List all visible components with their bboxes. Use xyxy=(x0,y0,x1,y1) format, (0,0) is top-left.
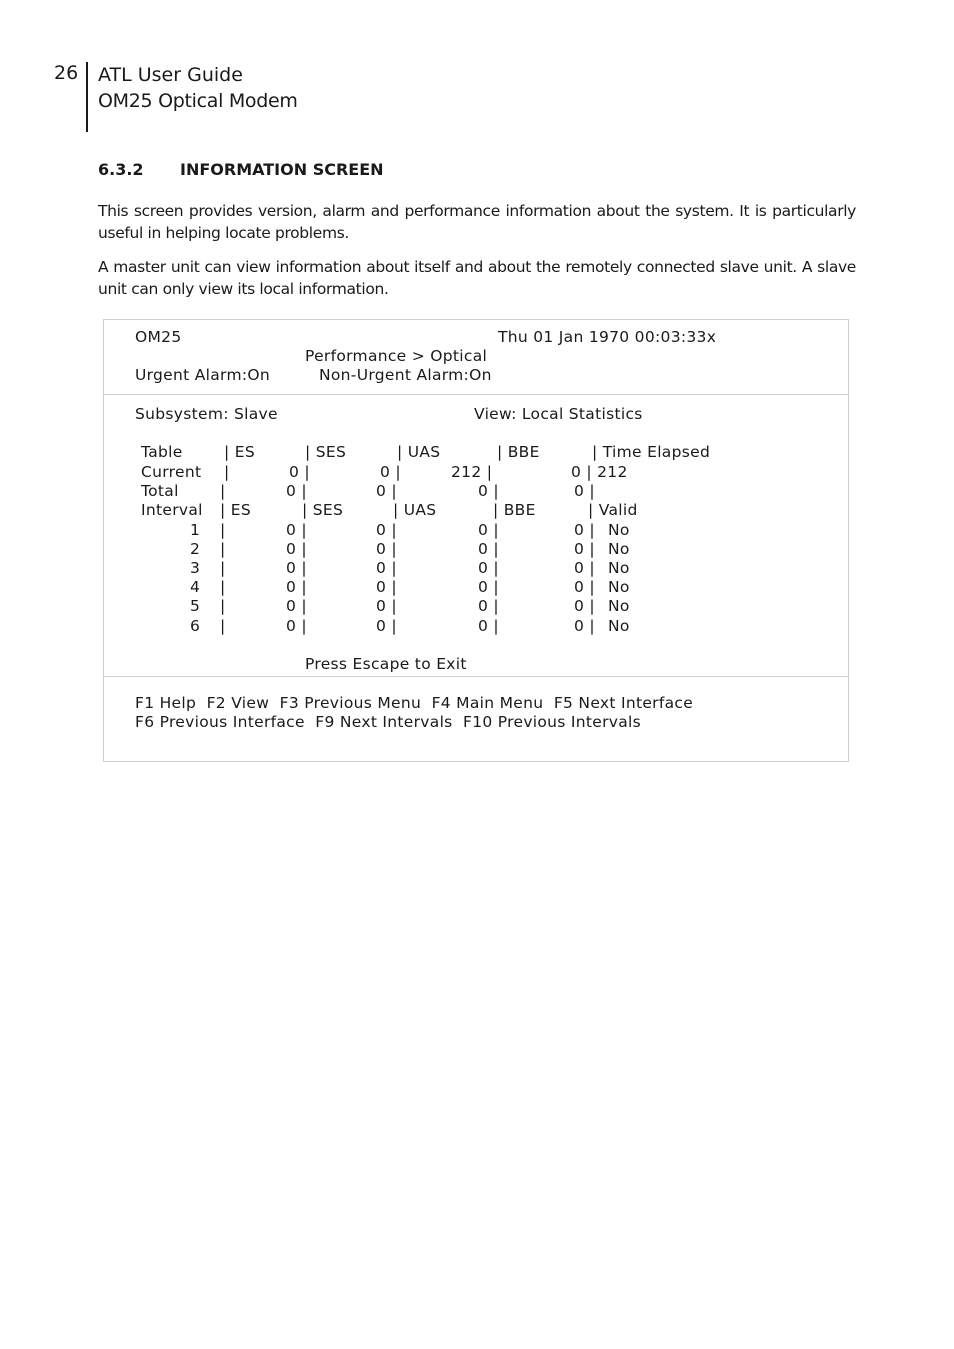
cell: 0 | xyxy=(289,463,310,481)
cell: | xyxy=(224,463,230,481)
col-bbe: | BBE xyxy=(497,443,540,461)
page-number: 26 xyxy=(54,62,79,84)
col-time-elapsed: | Time Elapsed xyxy=(592,443,711,461)
col-es: | ES xyxy=(220,501,251,519)
cell: 0 | xyxy=(376,559,397,577)
cell: 0 | xyxy=(478,578,499,596)
col-table: Table xyxy=(141,443,183,461)
cell: 0 | xyxy=(376,482,397,500)
cell: 0 | 212 xyxy=(571,463,628,481)
guide-title: ATL User Guide xyxy=(98,64,243,86)
cell: 0 | xyxy=(478,540,499,558)
cell: | xyxy=(220,617,226,635)
urgent-alarm: Urgent Alarm:On xyxy=(135,366,271,384)
cell: 0 | xyxy=(478,559,499,577)
cell: 0 | xyxy=(380,463,401,481)
cell: 0 | xyxy=(574,617,595,635)
row-label: Total xyxy=(141,482,179,500)
cell: 2 xyxy=(190,540,201,558)
menu-path: Performance > Optical xyxy=(305,347,488,365)
cell: 0 | xyxy=(286,559,307,577)
function-keys-line-1: F1 Help F2 View F3 Previous Menu F4 Main Menu F5 Next Interface xyxy=(135,694,694,712)
cell: 0 | xyxy=(478,617,499,635)
paragraph: This screen provides version, alarm and performance information about the system. It is particularly useful in helping locate problems. xyxy=(98,202,856,242)
nonurgent-alarm: Non-Urgent Alarm:On xyxy=(319,366,492,384)
cell: 0 | xyxy=(478,482,499,500)
subsystem: Subsystem: Slave xyxy=(135,405,278,423)
terminal-screen xyxy=(103,319,849,762)
cell: 0 | xyxy=(286,617,307,635)
header-divider xyxy=(86,62,88,132)
cell: | xyxy=(220,540,226,558)
cell: 0 | xyxy=(574,482,595,500)
cell: 0 | xyxy=(574,578,595,596)
col-es: | ES xyxy=(224,443,255,461)
divider xyxy=(104,676,848,677)
cell: 4 xyxy=(190,578,201,596)
cell: 0 | xyxy=(478,521,499,539)
exit-prompt: Press Escape to Exit xyxy=(305,655,467,673)
cell: 0 | xyxy=(574,597,595,615)
section-number: 6.3.2 xyxy=(98,160,144,179)
device-name: OM25 xyxy=(135,328,182,346)
cell: | xyxy=(220,482,226,500)
cell: 0 | xyxy=(286,482,307,500)
cell: 0 | xyxy=(286,540,307,558)
cell: No xyxy=(608,540,630,558)
cell: 0 | xyxy=(478,597,499,615)
cell: 0 | xyxy=(574,540,595,558)
cell: 0 | xyxy=(286,521,307,539)
cell: 212 | xyxy=(451,463,493,481)
cell: 6 xyxy=(190,617,201,635)
cell: | xyxy=(220,597,226,615)
cell: 5 xyxy=(190,597,201,615)
cell: 0 | xyxy=(376,578,397,596)
col-uas: | UAS xyxy=(393,501,437,519)
cell: | xyxy=(220,559,226,577)
view-mode: View: Local Statistics xyxy=(474,405,643,423)
cell: 0 | xyxy=(376,540,397,558)
product-title: OM25 Optical Modem xyxy=(98,90,298,112)
cell: No xyxy=(608,578,630,596)
col-interval: Interval xyxy=(141,501,203,519)
col-ses: | SES xyxy=(305,443,347,461)
section-title: INFORMATION SCREEN xyxy=(180,160,384,179)
section-heading xyxy=(98,160,384,179)
function-keys-line-2: F6 Previous Interface F9 Next Intervals F10 Previous Intervals xyxy=(135,713,642,731)
cell: 0 | xyxy=(574,521,595,539)
cell: No xyxy=(608,617,630,635)
col-bbe: | BBE xyxy=(493,501,536,519)
row-label: Current xyxy=(141,463,202,481)
datetime: Thu 01 Jan 1970 00:03:33x xyxy=(498,328,717,346)
cell: 3 xyxy=(190,559,201,577)
cell: | xyxy=(220,521,226,539)
cell: No xyxy=(608,597,630,615)
cell: 0 | xyxy=(574,559,595,577)
col-ses: | SES xyxy=(302,501,344,519)
cell: 0 | xyxy=(286,597,307,615)
cell: No xyxy=(608,521,630,539)
cell: 0 | xyxy=(376,617,397,635)
paragraph: A master unit can view information about itself and about the remotely connected slave unit. A slave unit can only view its local information. xyxy=(98,258,856,298)
cell: | xyxy=(220,578,226,596)
cell: No xyxy=(608,559,630,577)
cell: 0 | xyxy=(376,597,397,615)
cell: 0 | xyxy=(376,521,397,539)
cell: 1 xyxy=(190,521,201,539)
divider xyxy=(104,394,848,395)
cell: 0 | xyxy=(286,578,307,596)
col-uas: | UAS xyxy=(397,443,441,461)
col-valid: | Valid xyxy=(588,501,638,519)
